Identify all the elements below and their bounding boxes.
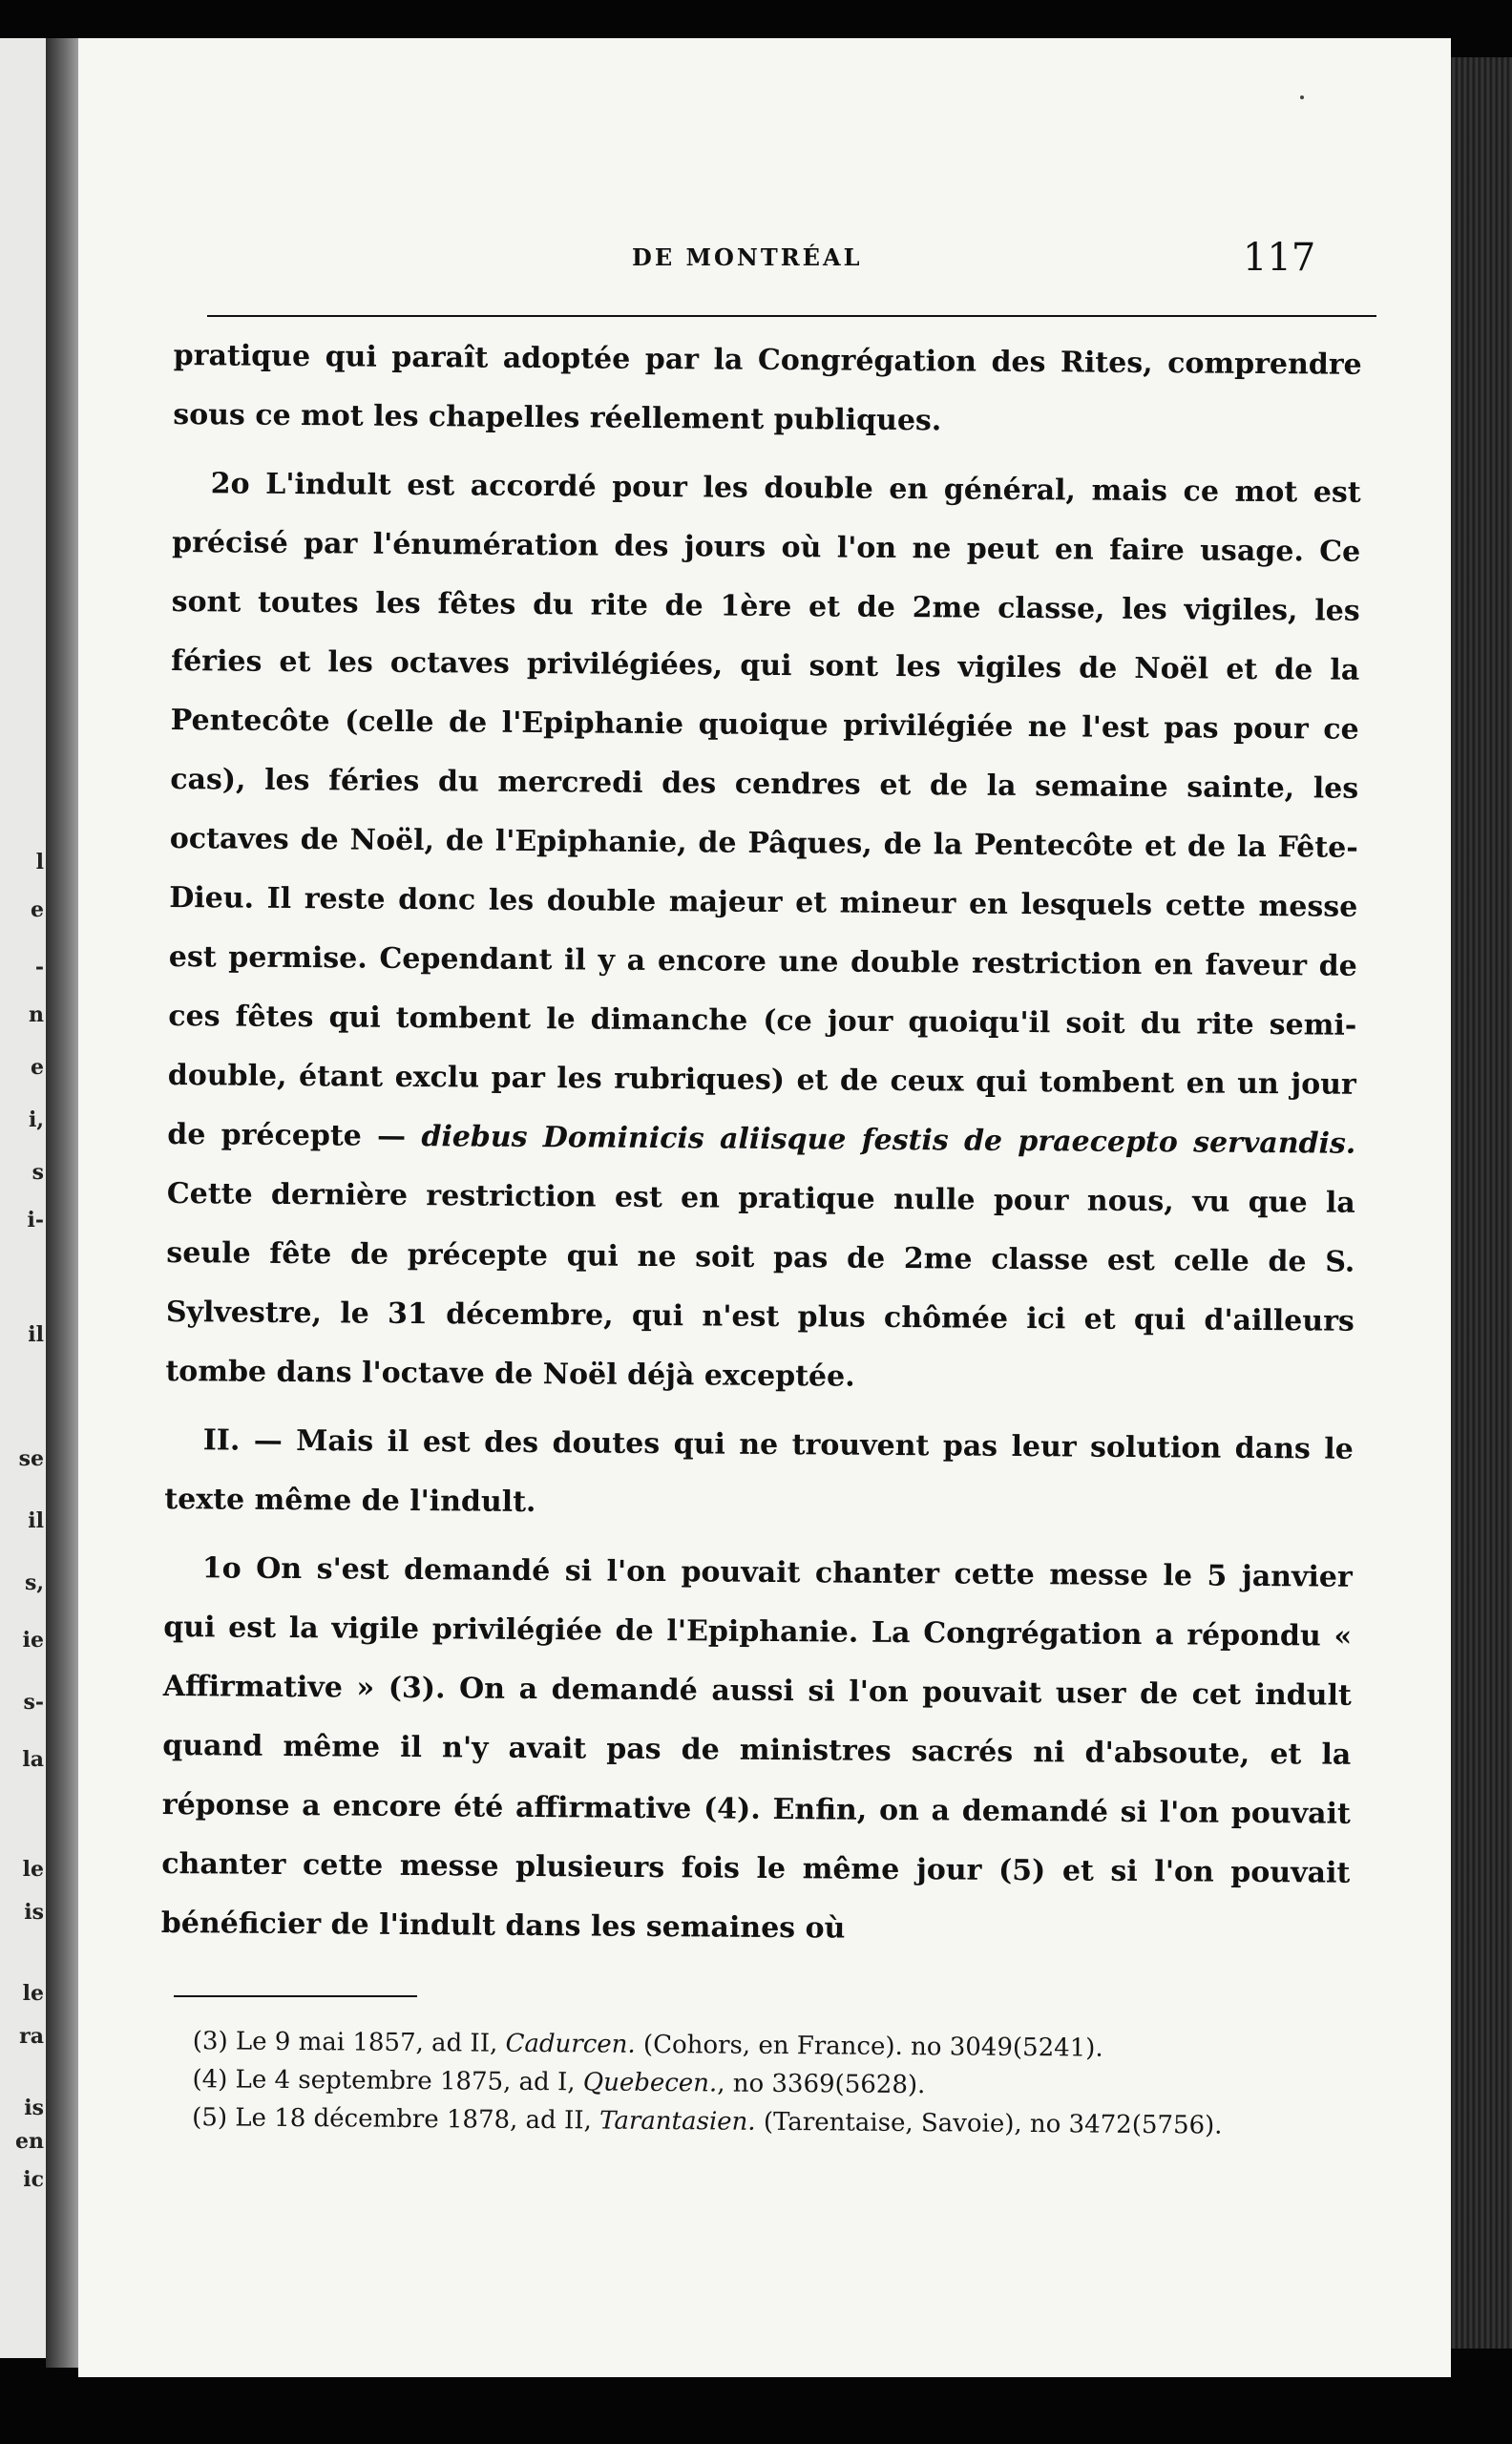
footnote-text: (3) Le 9 mai 1857, ad II, — [192, 2027, 498, 2058]
left-page-fragment: en — [15, 2129, 44, 2154]
left-page-fragment: il — [28, 1322, 44, 1347]
left-page-fragment: - — [34, 955, 44, 980]
left-page-fragment: i, — [28, 1107, 44, 1132]
header-rule — [207, 315, 1376, 317]
running-head — [78, 229, 1451, 286]
latin-quote: diebus Dominicis aliisque festis de praecepto servandis. — [421, 1120, 1356, 1161]
footnote-citation: Quebecen. — [582, 2068, 718, 2098]
left-page-fragment: ic — [23, 2167, 44, 2192]
book-page — [78, 38, 1451, 2377]
paragraph-text: 2o L'indult est accordé pour les double en général, mais ce mot est précisé par l'énumération des jours où l'on ne peut en faire usage. Ce sont toutes les fêtes du rite de 1ère et de 2me classe, les vigiles, les féries et les octaves privilégiées, qui sont les vigiles de Noël et de la Pentecôte (celle de l'Epiphanie quoique privilégiée ne l'est pas pour ce cas), les féries du mercredi des cendres et de la semaine sainte, les octaves de Noël, de l'Epiphanie, de Pâques, de la Pentecôte et de la Fête-Dieu. Il reste donc les double majeur et mineur en lesquels cette messe est permise. Cependant il y a encore une double restriction en faveur de ces fêtes qui tombent le dimanche (ce jour quoiqu'il soit du rite semi-double, étant exclu par les rubriques) et de ceux qui tombent en un jour de précepte — — [167, 467, 1361, 1153]
left-page-fragment: l — [35, 850, 44, 874]
book-gutter — [46, 38, 78, 2368]
running-head-title: DE MONTRÉAL — [632, 243, 863, 271]
footnote-citation: Cadurcen. — [505, 2029, 636, 2059]
footnote-text: (Tarentaise, Savoie), no 3472(5756). — [763, 2107, 1223, 2140]
footnotes — [173, 2022, 1367, 2146]
left-page-fragment: s, — [24, 1570, 44, 1595]
left-page-fragment: le — [22, 1857, 44, 1882]
left-page-fragment: i- — [27, 1208, 44, 1233]
left-page-fragment: n — [29, 1002, 44, 1027]
paragraph-questions: 1o On s'est demandé si l'on pouvait chanter cette messe le 5 janvier qui est la vigile privilégiée de l'Epiphanie. La Congrégation a répondu « Affirmative » (3). On a demandé aussi si l'on pouvait user de cet indult quand même il n'y avait pas de ministres sacrés ni d'absoute, et la réponse a encore été affirmative (4). Enfin, on a demandé si l'on pouvait chanter cette messe plusieurs fois le même jour (5) et si l'on pouvait bénéficier de l'indult dans les semaines où — [160, 1551, 1353, 1946]
left-page-fragment: ra — [19, 2024, 44, 2049]
paragraph-doubts: II. — Mais il est des doutes qui ne trouvent pas leur solution dans le texte même de l'indult. — [164, 1423, 1354, 1520]
page-number: 117 — [1243, 236, 1316, 280]
left-page-fragment: il — [28, 1508, 44, 1533]
left-page-fragment: s — [32, 1160, 44, 1185]
footnote-text: (5) Le 18 décembre 1878, ad II, — [192, 2103, 592, 2136]
footnote-text: (4) Le 4 septembre 1875, ad I, — [192, 2065, 576, 2097]
paragraph-indult-days — [165, 454, 1361, 1411]
footnote-5 — [173, 2098, 1366, 2146]
paragraph-text-end: Cette dernière restriction est en pratique nulle pour nous, vu que la seule fête de précepte qui ne soit pas de 2me classe est celle de S. Sylvestre, le 31 décembre, qui n'est plus chômée ici et qui d'ailleurs tombe dans l'octave de Noël déjà exceptée. — [165, 1176, 1355, 1394]
paragraph-continuation: pratique qui paraît adoptée par la Congrégation des Rites, comprendre sous ce mot les chapelles réellement publiques. — [173, 338, 1362, 438]
scan-speck — [1300, 95, 1304, 99]
body-text — [161, 327, 1362, 1963]
left-page-fragment: ie — [22, 1628, 44, 1653]
left-page-fragment: se — [18, 1446, 44, 1471]
left-page-fragment: is — [24, 2096, 44, 2120]
footnote-rule — [174, 1995, 417, 1997]
page-edges — [1445, 57, 1512, 2349]
footnote-text: (Cohors, en France). no 3049(5241). — [642, 2030, 1103, 2063]
left-page-fragment: e — [31, 1055, 44, 1080]
left-page-fragment: la — [22, 1747, 44, 1772]
footnote-citation: Tarantasien. — [598, 2106, 756, 2137]
left-page-sliver — [0, 38, 46, 2358]
left-page-fragment: e — [31, 897, 44, 922]
left-page-fragment: is — [24, 1900, 44, 1925]
left-page-fragment: s- — [23, 1690, 44, 1715]
left-page-fragment: le — [22, 1981, 44, 2006]
footnote-text: , no 3369(5628). — [717, 2069, 926, 2100]
